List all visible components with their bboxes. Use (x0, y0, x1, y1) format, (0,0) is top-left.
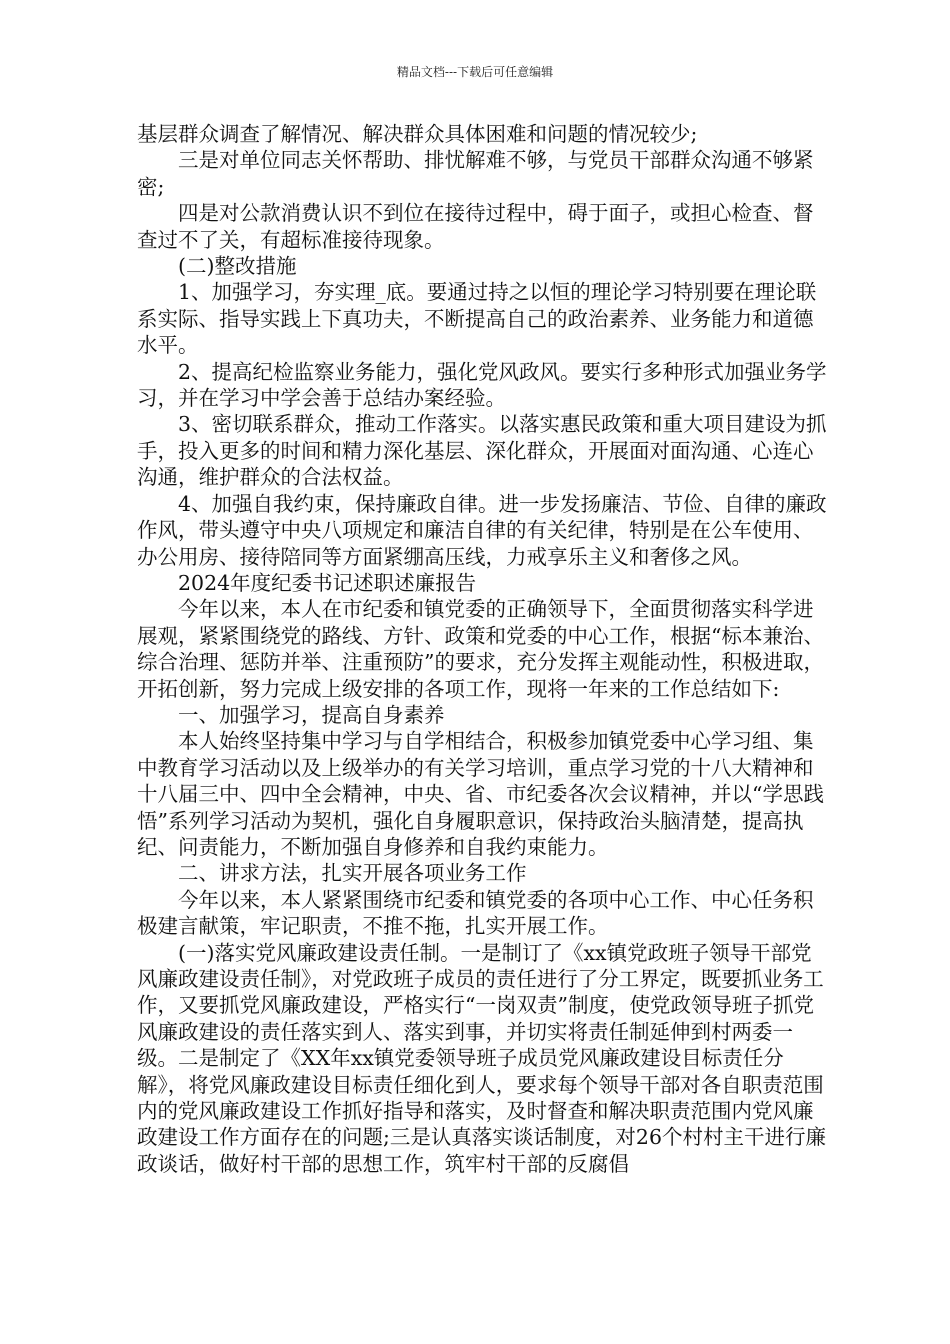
paragraph: 今年以来，本人在市纪委和镇党委的正确领导下，全面贯彻落实科学进展观，紧紧围绕党的路线、方针、政策和党委的中心工作，根据“标本兼治、综合治理、惩防并举、注重预防”的要求，充分发挥主观能动性，积极进取，开拓创新，努力完成上级安排的各项工作，现将一年来的工作总结如下: (137, 597, 824, 701)
section-heading: 二、讲求方法，扎实开展各项业务工作 (178, 861, 527, 886)
paragraph: 2、提高纪检监察业务能力，强化党风政风。要实行多种形式加强业务学习，并在学习中学会善于总结办案经验。 (137, 359, 827, 411)
page-header-note: 精品文档---下载后可任意编辑 (396, 65, 554, 79)
paragraph: 三是对单位同志关怀帮助、排忧解难不够，与党员干部群众沟通不够紧密; (137, 148, 814, 199)
section-heading: (二)整改措施 (178, 254, 297, 279)
paragraph: 四是对公款消费认识不到位在接待过程中，碍于面子，或担心检查、督查过不了关，有超标准接待现象。 (137, 201, 814, 252)
report-title: 2024年度纪委书记述职述廉报告 (178, 570, 477, 595)
paragraph: 3、密切联系群众，推动工作落实。以落实惠民政策和重大项目建设为抓手，投入更多的时间和精力深化基层、深化群众，开展面对面沟通、心连心沟通，维护群众的合法权益。 (137, 412, 827, 490)
paragraph: (一)落实党风廉政建设责任制。一是制订了《xx镇党政班子领导干部党风廉政建设责任制》，对党政班子成员的责任进行了分工界定，既要抓业务工作，又要抓党风廉政建设，严格实行“一岗双责”制度，使党政领导班子抓党风廉政建设的责任落实到人、落实到事，并切实将责任制延伸到村两委一级。二是制定了《XX年xx镇党委领导班子成员党风廉政建设目标责任分解》，将党风廉政建设目标责任细化到人，要求每个领导干部对各自职责范围内的党风廉政建设工作抓好指导和落实，及时督查和解决职责范围内党风廉政建设工作方面存在的问题;三是认真落实谈话制度，对26个村村主干进行廉政谈话，做好村干部的思想工作，筑牢村干部的反腐倡 (137, 940, 826, 1176)
paragraph: 今年以来，本人紧紧围绕市纪委和镇党委的各项中心工作、中心任务积极建言献策，牢记职责，不推不拖，扎实开展工作。 (137, 887, 814, 939)
paragraph: 1、加强学习，夯实理_底。要通过持之以恒的理论学习特别要在理论联系实际、指导实践上下真功夫，不断提高自己的政治素养、业务能力和道德水平。 (137, 280, 817, 358)
paragraph: 基层群众调查了解情况、解决群众具体困难和问题的情况较少; (137, 122, 698, 146)
section-heading: 一、加强学习，提高自身素养 (178, 702, 445, 727)
paragraph: 本人始终坚持集中学习与自学相结合，积极参加镇党委中心学习组、集中教育学习活动以及上级举办的有关学习培训，重点学习党的十八大精神和十八届三中、四中全会精神，中央、省、市纪委各次会议精神，并以“学思践悟”系列学习活动为契机，强化自身履职意识，保持政治头脑清楚，提高执纪、问责能力，不断加强自身修养和自我约束能力。 (137, 729, 824, 859)
document-body (137, 121, 827, 1177)
paragraph: 4、加强自我约束，保持廉政自律。进一步发扬廉洁、节俭、自律的廉政作风，带头遵守中央八项规定和廉洁自律的有关纪律，特别是在公车使用、办公用房、接待陪同等方面紧绷高压线，力戒享乐主义和奢侈之风。 (137, 491, 827, 569)
